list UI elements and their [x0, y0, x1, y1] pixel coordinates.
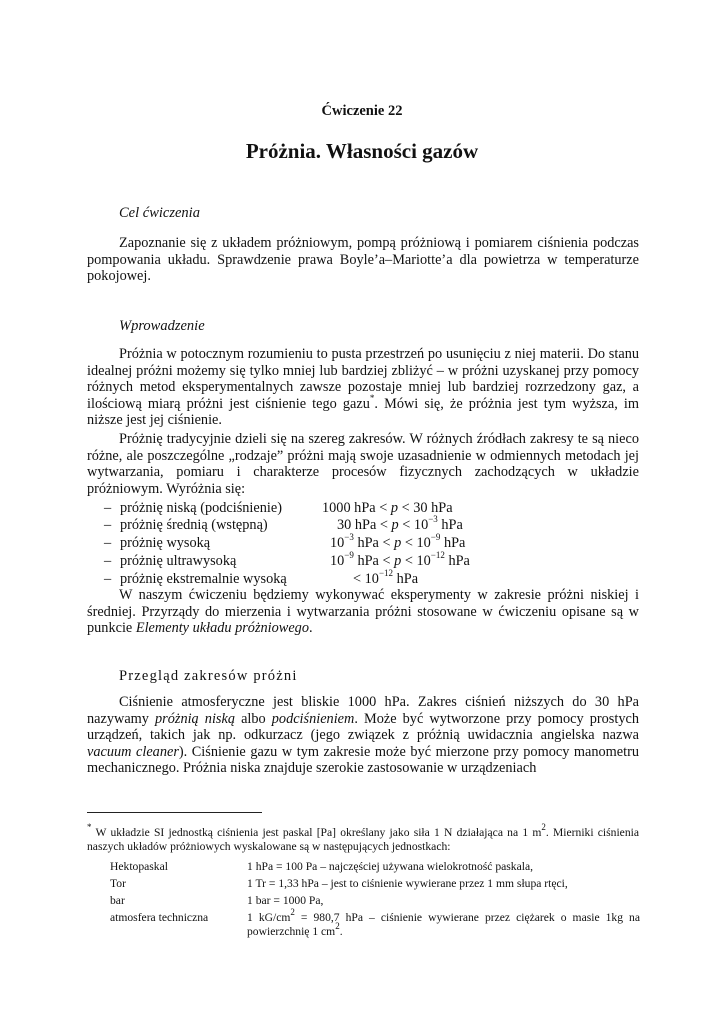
intro-paragraph-2: Próżnię tradycyjnie dzieli się na szereg zakresów. W różnych źródłach zakresy te są nieco różne, ale poszczególne „rodzaje” próżni mają swoje uzasadnienie w odmiennych metodach jej wytwarzania, pomiaru i charakterze procesów fizycznych zachodzących w układzie próżniowym. Wyróżnia się: [87, 431, 639, 497]
footnote-unit-row: Hektopaskal 1 hPa = 100 Pa – najczęściej używana wielokrotność paskala, [110, 860, 533, 873]
footnote-text: * W układzie SI jednostką ciśnienia jest paskal [Pa] określany jako siła 1 N działająca na 1 $m^2$. Mierniki ciśnienia naszych układów próżniowych wyskalowane są w następujących jednostkach: [87, 822, 639, 853]
document-page: Ćwiczenie 22 Próżnia. Własności gazów Cel ćwiczenia Zapoznanie się z układem próżniowym, pompą próżniową i pomiarem ciśnienia podczas pompowania układu. Sprawdzenie prawa Boyle’a–Mariotte’a dla powietrza w temperaturze pokojowej. Wprowadzenie Próżnia w potocznym rozumieniu to pusta przestrzeń po usunięciu z niej materii. Do stanu idealnej próżni możemy się tylko mniej lub bardziej zbliżyć – w próżni uzyskanej przy pomocy różnych metod eksperymentalnych zawsze pozostaje mniej lub bardziej rozrzedzony gaz, a ilościową miarą próżni jest ciśnienie tego gazu*. Mówi się, że próżnia jest tym wyższa, im niższe jest jej ciśnienie. Próżnię tradycyjnie dzieli się na szereg zakresów. W różnych źródłach zakresy te są nieco różne, ale poszczególne „rodzaje” próżni mają swoje uzasadnienie w odmiennych metodach jej wytwarzania, pomiaru i charakterze procesów fizycznych zachodzących w układzie próżniowym. Wyróżnia się: – próżnię niską (podciśnienie) 1000 hPa < p < 30 hPa – próżnię średnią (wstępną) 30 hPa < $p < 10^{-3}$ hPa – próżnię wysoką $10^{-3}$ hPa < $p < 10^{-9}$ hPa – próżnię ultrawysoką $10^{-9}$ hPa < $p < 10^{-12}$ hPa – próżnię ekstremalnie wysoką < $10^{-12}$ hPa W naszym ćwiczeniu będziemy wykonywać eksperymenty w zakresie próżni niskiej i średniej. Przyrządy do mierzenia i wytwarzania próżni stosowane w ćwiczeniu opisane są w punkcie Elementy układu próżniowego. Przegląd zakresów próżni Ciśnienie atmosferyczne jest bliskie 1000 hPa. Zakres ciśnień niższych do 30 hPa nazywamy próżnią niską albo podciśnieniem. Może być wytworzone przy pomocy prostych urządzeń, takich jak np. odkurzacz (jego związek z próżnią uwidacznia angielska nazwa vacuum cleaner). Ciśnienie gazu w tym zakresie może być mierzone przy pomocy manometru mechanicznego. Próżnia niska znajduje szerokie zastosowanie w urządzeniach * W układzie SI jednostką ciśnienia jest paskal [Pa] określany jako siła 1 N działająca na 1 $m^2$. Mierniki ciśnienia naszych układów próżniowych wyskalowane są w następujących jednostkach: Hektopaskal 1 hPa = 100 Pa – najczęściej używana wielokrotność paskala, Tor 1 Tr = 1,33 hPa – jest to ciśnienie wywierane przez 1 mm słupa rtęci, bar 1 bar = 1000 Pa, atmosfera techniczna 1 $kG/cm^2 = 980,7$ hPa – ciśnienie wywierane przez ciężarek o masie 1kg na powierzchnię 1 $cm^2$. [0, 0, 724, 1024]
footnote-unit-row: bar 1 bar = 1000 Pa, [110, 894, 324, 907]
ranges-paragraph-1: Ciśnienie atmosferyczne jest bliskie 1000 hPa. Zakres ciśnień niższych do 30 hPa nazywamy próżnią niską albo podciśnieniem. Może być wytworzone przy pomocy prostych urządzeń, takich jak np. odkurzacz (jego związek z próżnią uwidacznia angielska nazwa vacuum cleaner). Ciśnienie gazu w tym zakresie może być mierzone przy pomocy manometru mechanicznego. Próżnia niska znajduje szerokie zastosowanie w urządzeniach [87, 694, 640, 777]
footnote-unit-row: atmosfera techniczna 1 $kG/cm^2 = 980,7$ hPa – ciśnienie wywierane przez ciężarek o masie 1kg na powierzchnię 1 $cm^2$. [110, 907, 640, 938]
intro-paragraph-1: Próżnia w potocznym rozumieniu to pusta przestrzeń po usunięciu z niej materii. Do stanu idealnej próżni możemy się tylko mniej lub bardziej zbliżyć – w próżni uzyskanej przy pomocy różnych metod eksperymentalnych zawsze pozostaje mniej lub bardziej rozrzedzony gaz, a ilościową miarą próżni jest ciśnienie tego gazu*. Mówi się, że próżnia jest tym wyższa, im niższe jest jej ciśnienie. [87, 346, 640, 429]
footnote-marker: * [369, 393, 375, 404]
footnote-divider [87, 812, 262, 813]
page-title: Próżnia. Własności gazów [245, 139, 479, 163]
footnote-unit-row: Tor 1 Tr = 1,33 hPa – jest to ciśnienie wywierane przez 1 mm słupa rtęci, [110, 877, 568, 890]
goal-heading: Cel ćwiczenia [119, 205, 200, 221]
goal-text: Zapoznanie się z układem próżniowym, pompą próżniową i pomiarem ciśnienia podczas pompowania układu. Sprawdzenie prawa Boyle’a–Mariotte’a dla powietrza w temperaturze pokojowej. [87, 235, 639, 285]
intro-paragraph-3: W naszym ćwiczeniu będziemy wykonywać eksperymenty w zakresie próżni niskiej i średniej. Przyrządy do mierzenia i wytwarzania próżni stosowane w ćwiczeniu opisane są w punkcie Elementy układu próżniowego. [87, 587, 639, 637]
exercise-label: Ćwiczenie 22 [321, 103, 403, 119]
intro-heading: Wprowadzenie [119, 318, 205, 334]
ranges-heading: Przegląd zakresów próżni [119, 668, 298, 684]
